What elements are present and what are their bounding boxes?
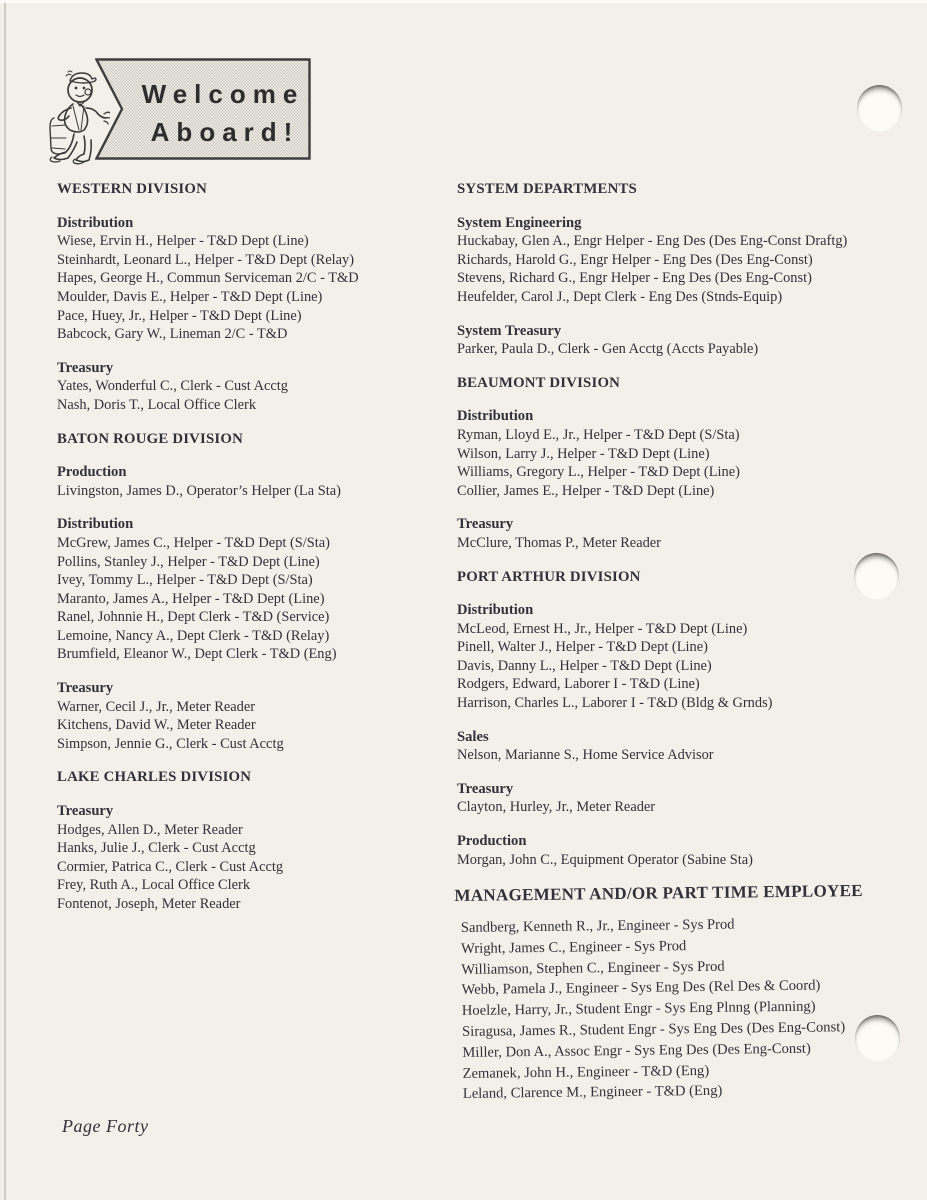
employee-line: Harrison, Charles L., Laborer I - T&D (Bldg & Grnds) bbox=[457, 695, 773, 712]
banner-line1: Welcome bbox=[141, 79, 305, 109]
employee-line: Leland, Clarence M., Engineer - T&D (Eng) bbox=[462, 1083, 723, 1103]
employee-line: Clayton, Hurley, Jr., Meter Reader bbox=[457, 799, 656, 816]
department-header: Distribution bbox=[57, 214, 134, 231]
department-group bbox=[457, 407, 912, 500]
employee-line: Heufelder, Carol J., Dept Clerk - Eng Des (Stnds-Equip) bbox=[457, 288, 783, 305]
division-header: PORT ARTHUR DIVISION bbox=[457, 568, 641, 585]
employee-line: Huckabay, Glen A., Engr Helper - Eng Des (Des Eng-Const Draftg) bbox=[457, 233, 848, 250]
department-header: Treasury bbox=[57, 680, 114, 697]
department-group bbox=[57, 359, 432, 415]
department-group bbox=[57, 802, 432, 914]
employee-line: Hanks, Julie J., Clerk - Cust Acctg bbox=[57, 840, 256, 857]
division-header: SYSTEM DEPARTMENTS bbox=[457, 181, 637, 197]
division-header: WESTERN DIVISION bbox=[57, 181, 207, 197]
employee-line: Nelson, Marianne S., Home Service Advisor bbox=[457, 747, 714, 764]
employee-line: Hoelzle, Harry, Jr., Student Engr - Sys Eng Plnng (Planning) bbox=[461, 999, 816, 1020]
employee-line: Hodges, Allen D., Meter Reader bbox=[57, 821, 243, 838]
department-group bbox=[57, 463, 432, 500]
employee-line: Livingston, James D., Operator’s Helper (La Sta) bbox=[57, 482, 341, 499]
department-header: Treasury bbox=[457, 780, 514, 797]
department-header: Treasury bbox=[57, 803, 114, 820]
employee-line: Webb, Pamela J., Engineer - Sys Eng Des (Rel Des & Coord) bbox=[461, 978, 821, 999]
employee-line: Rodgers, Edward, Laborer I - T&D (Line) bbox=[457, 676, 700, 693]
department-header: Production bbox=[57, 464, 127, 481]
management-names bbox=[455, 913, 912, 1106]
employee-line: McGrew, James C., Helper - T&D Dept (S/Sta) bbox=[57, 534, 330, 551]
department-header: Sales bbox=[457, 728, 489, 745]
department-header: System Treasury bbox=[457, 322, 562, 339]
employee-line: Richards, Harold G., Engr Helper - Eng Des (Des Eng-Const) bbox=[457, 251, 813, 268]
employee-line: Wright, James C., Engineer - Sys Prod bbox=[460, 938, 687, 957]
employee-line: Pollins, Stanley J., Helper - T&D Dept (Line) bbox=[57, 553, 320, 570]
employee-line: Moulder, Davis E., Helper - T&D Dept (Line) bbox=[57, 288, 323, 305]
employee-line: Simpson, Jennie G., Clerk - Cust Acctg bbox=[57, 735, 284, 752]
employee-line: Ivey, Tommy L., Helper - T&D Dept (S/Sta) bbox=[57, 572, 313, 589]
scan-edge bbox=[0, 0, 927, 3]
department-header: Distribution bbox=[457, 408, 534, 425]
department-group bbox=[57, 515, 432, 664]
division-header: BATON ROUGE DIVISION bbox=[57, 430, 243, 447]
department-header: Production bbox=[457, 833, 527, 850]
employee-line: Sandberg, Kenneth R., Jr., Engineer - Sys Prod bbox=[460, 916, 735, 937]
employee-line: Davis, Danny L., Helper - T&D Dept (Line) bbox=[457, 657, 712, 674]
division-header: LAKE CHARLES DIVISION bbox=[57, 769, 252, 786]
employee-line: Siragusa, James R., Student Engr - Sys Eng Des (Des Eng-Const) bbox=[462, 1019, 846, 1041]
employee-line: Stevens, Richard G., Engr Helper - Eng Des (Des Eng-Const) bbox=[457, 270, 812, 287]
employee-line: Lemoine, Nancy A., Dept Clerk - T&D (Relay) bbox=[57, 627, 330, 644]
department-group bbox=[457, 780, 912, 817]
department-header: Treasury bbox=[457, 516, 514, 533]
employee-line: Ranel, Johnnie H., Dept Clerk - T&D (Service) bbox=[57, 609, 330, 626]
employee-line: Pace, Huey, Jr., Helper - T&D Dept (Line) bbox=[57, 307, 302, 324]
employee-line: McClure, Thomas P., Meter Reader bbox=[457, 534, 661, 551]
department-group bbox=[57, 679, 432, 753]
employee-line: Warner, Cecil J., Jr., Meter Reader bbox=[57, 698, 256, 715]
employee-line: Hapes, George H., Commun Serviceman 2/C - T&D bbox=[57, 270, 359, 287]
employee-line: Steinhardt, Leonard L., Helper - T&D Dept (Relay) bbox=[57, 251, 355, 268]
column-right bbox=[454, 180, 912, 1105]
binder-hole bbox=[857, 85, 902, 132]
employee-line: Zemanek, John H., Engineer - T&D (Eng) bbox=[462, 1062, 710, 1082]
employee-line: Cormier, Patrica C., Clerk - Cust Acctg bbox=[57, 858, 284, 875]
employee-line: Morgan, John C., Equipment Operator (Sabine Sta) bbox=[457, 851, 753, 868]
department-group bbox=[457, 322, 912, 359]
employee-line: Collier, James E., Helper - T&D Dept (Line) bbox=[457, 482, 715, 499]
management-section bbox=[454, 880, 912, 1106]
employee-line: Maranto, James A., Helper - T&D Dept (Line) bbox=[57, 590, 325, 607]
banner-line2: Aboard! bbox=[150, 117, 300, 147]
division-header: BEAUMONT DIVISION bbox=[457, 374, 621, 391]
employee-line: Kitchens, David W., Meter Reader bbox=[57, 717, 256, 734]
department-header: Treasury bbox=[57, 359, 114, 376]
page-number-label: Page Forty bbox=[62, 1116, 149, 1136]
employee-line: Miller, Don A., Assoc Engr - Sys Eng Des (Des Eng-Const) bbox=[462, 1040, 811, 1061]
department-group bbox=[457, 214, 912, 307]
department-group bbox=[57, 214, 432, 344]
department-header: Distribution bbox=[457, 602, 534, 619]
department-group bbox=[457, 601, 912, 713]
scan-edge bbox=[4, 0, 6, 1200]
employee-line: Brumfield, Eleanor W., Dept Clerk - T&D (Eng) bbox=[57, 646, 337, 663]
employee-line: Nash, Doris T., Local Office Clerk bbox=[57, 396, 257, 413]
employee-line: Wilson, Larry J., Helper - T&D Dept (Line) bbox=[457, 445, 710, 462]
welcome-banner bbox=[95, 58, 311, 160]
employee-line: Williams, Gregory L., Helper - T&D Dept (Line) bbox=[457, 464, 740, 481]
department-header: System Engineering bbox=[457, 214, 582, 231]
employee-line: Ryman, Lloyd E., Jr., Helper - T&D Dept (S/Sta) bbox=[457, 426, 740, 443]
employee-line: Fontenot, Joseph, Meter Reader bbox=[57, 896, 241, 912]
employee-line: Pinell, Walter J., Helper - T&D Dept (Line) bbox=[457, 639, 708, 656]
management-heading: MANAGEMENT AND/OR PART TIME EMPLOYEE bbox=[454, 881, 864, 906]
employee-line: Yates, Wonderful C., Clerk - Cust Acctg bbox=[57, 378, 288, 395]
department-group bbox=[457, 832, 912, 869]
employee-line: Babcock, Gary W., Lineman 2/C - T&D bbox=[57, 326, 288, 343]
column-left bbox=[57, 180, 432, 929]
employee-line: Williamson, Stephen C., Engineer - Sys Prod bbox=[461, 958, 725, 978]
department-group bbox=[457, 515, 912, 552]
department-header: Distribution bbox=[57, 516, 134, 533]
employee-line: McLeod, Ernest H., Jr., Helper - T&D Dept (Line) bbox=[457, 620, 748, 637]
department-group bbox=[457, 728, 912, 765]
employee-line: Parker, Paula D., Clerk - Gen Acctg (Accts Payable) bbox=[457, 341, 759, 358]
employee-line: Frey, Ruth A., Local Office Clerk bbox=[57, 877, 251, 894]
employee-line: Wiese, Ervin H., Helper - T&D Dept (Line) bbox=[57, 233, 309, 250]
